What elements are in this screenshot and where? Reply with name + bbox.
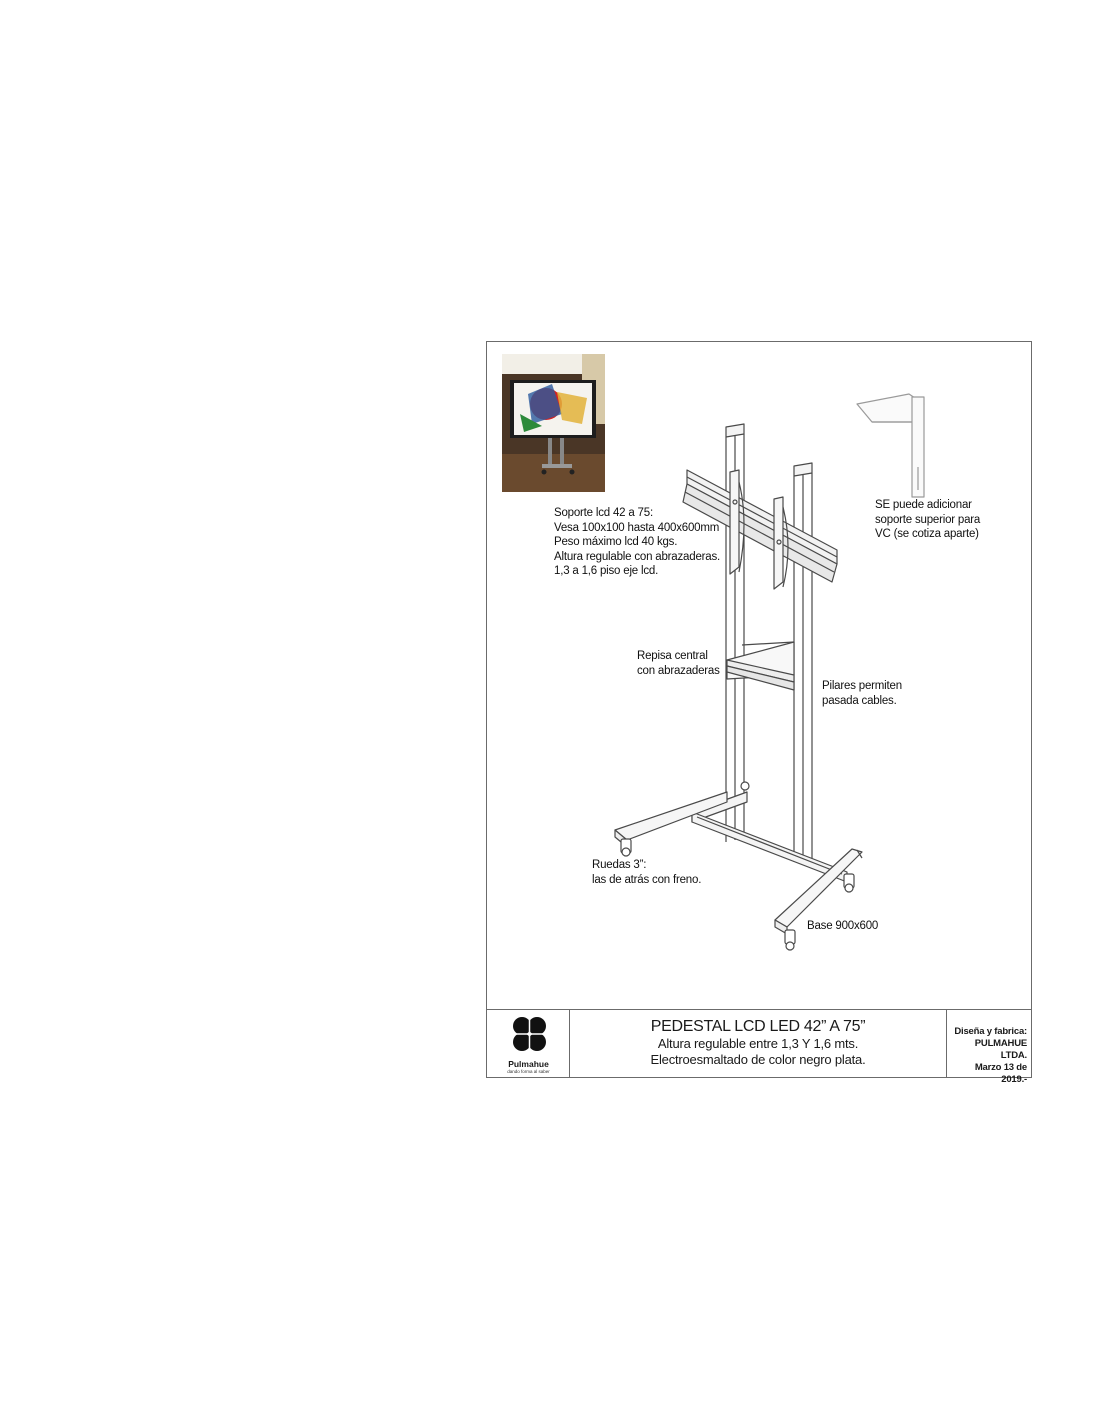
note-base: Base 900x600 xyxy=(807,920,879,932)
drawing-sheet xyxy=(486,341,1032,1085)
clover-logo-icon xyxy=(487,1010,570,1060)
note-repisa: Repisa central con abrazaderas xyxy=(637,650,720,677)
title-block xyxy=(487,1009,1031,1085)
product-photo xyxy=(502,354,605,492)
credits-line-1: Diseña y fabrica: xyxy=(954,1026,1027,1037)
central-shelf xyxy=(727,642,794,690)
vc-support-sketch xyxy=(857,394,924,497)
logo-tagline: dando forma al saber xyxy=(507,1069,550,1074)
product-title: PEDESTAL LCD LED 42” A 75” xyxy=(650,1018,866,1035)
right-pillar xyxy=(794,463,812,862)
title-block-credits xyxy=(947,1010,1031,1085)
note-pilares: Pilares permiten pasada cables. xyxy=(822,680,902,707)
note-soporte-superior: SE puede adicionar soporte superior para VC (se cotiza aparte) xyxy=(875,499,981,540)
note-ruedas: Ruedas 3”: las de atrás con freno. xyxy=(592,859,702,886)
product-line-2: Electroesmaltado de color negro plata. xyxy=(650,1052,866,1067)
note-soporte: Soporte lcd 42 a 75: Vesa 100x100 hasta 400x600mm Peso máximo lcd 40 kgs. Altura regulable con abrazaderas. 1,3 a 1,6 piso eje lcd. xyxy=(554,507,721,577)
logo-name: Pulmahue xyxy=(508,1059,549,1069)
credits-line-2: PULMAHUE LTDA. xyxy=(974,1038,1027,1061)
pulmahue-logo xyxy=(487,1010,570,1078)
credits-line-3: Marzo 13 de 2019.- xyxy=(974,1062,1027,1085)
title-block-main xyxy=(570,1010,947,1078)
product-line-1: Altura regulable entre 1,3 Y 1,6 mts. xyxy=(657,1036,859,1051)
